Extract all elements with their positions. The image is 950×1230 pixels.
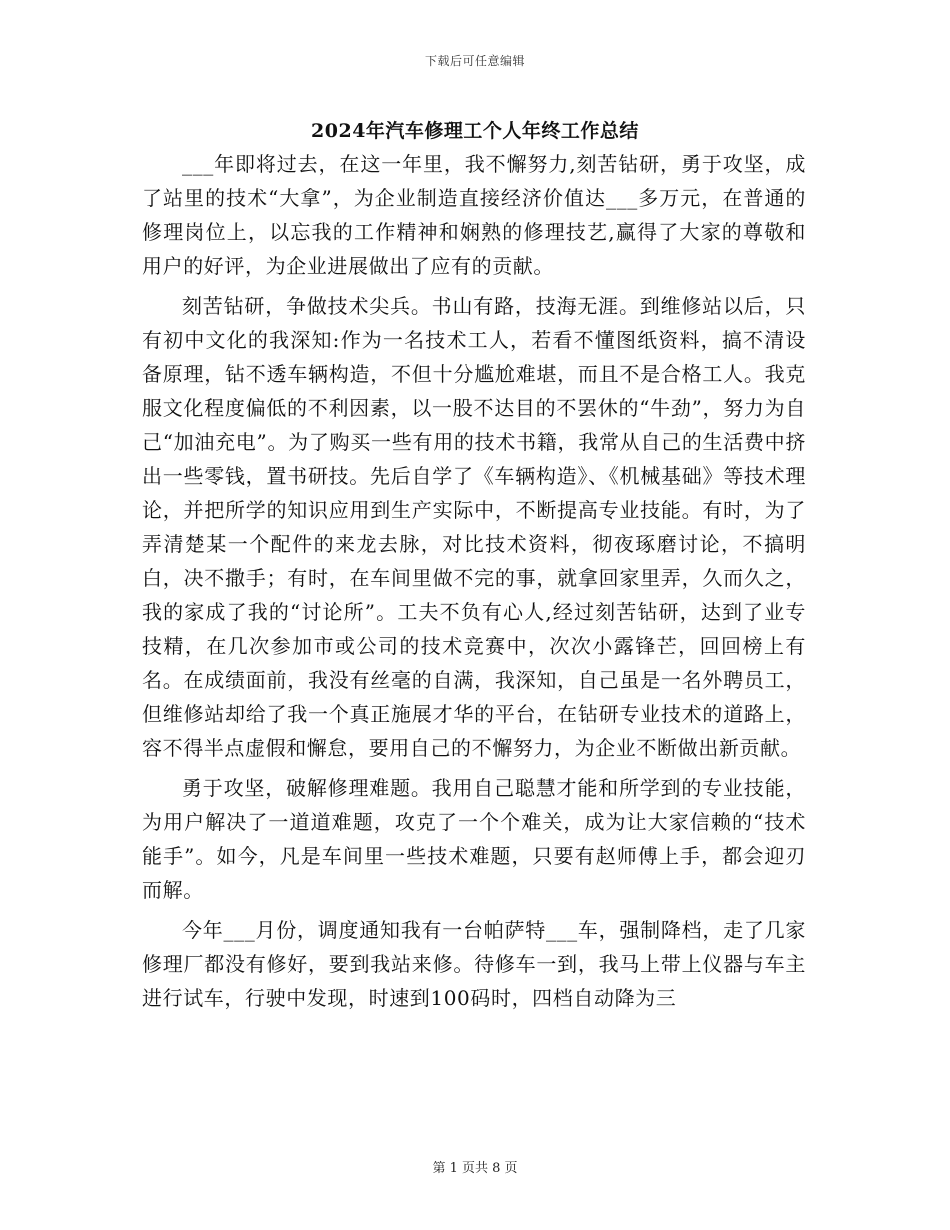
paragraph-case: 今年___月份，调度通知我有一台帕萨特___车，强制降档，走了几家修理厂都没有修好，要到我站来修。待修车一到，我马上带上仪器与车主进行试车，行驶中发现，时速到100码时，四档自动降为三 xyxy=(142,918,806,1010)
document-title: 2024年汽车修理工个人年终工作总结 xyxy=(311,120,639,142)
paragraph-problem-solving: 勇于攻坚，破解修理难题。我用自己聪慧才能和所学到的专业技能，为用户解决了一道道难题，攻克了一个个难关，成为让大家信赖的“技术能手”。如今，凡是车间里一些技术难题，只要有赵师傅上手，都会迎刃而解。 xyxy=(142,776,806,902)
page-header: 下载后可任意编辑 xyxy=(424,54,525,68)
document-body xyxy=(142,147,806,1015)
paragraph-intro: ___年即将过去，在这一年里，我不懈努力,刻苦钻研，勇于攻坚，成了站里的技术“大拿”，为企业制造直接经济价值达___多万元，在普通的修理岗位上，以忘我的工作精神和娴熟的修理技艺,赢得了大家的尊敬和用户的好评，为企业进展做出了应有的贡献。 xyxy=(142,152,806,278)
page-footer: 第 1 页共 8 页 xyxy=(432,1161,518,1176)
paragraph-study: 刻苦钻研，争做技术尖兵。书山有路，技海无涯。到维修站以后，只有初中文化的我深知:作为一名技术工人，若看不懂图纸资料，搞不清设备原理，钻不透车辆构造，不但十分尴尬难堪，而且不是合格工人。我克服文化程度偏低的不利因素，以一股不达目的不罢休的“牛劲”，努力为自己“加油充电”。为了购买一些有用的技术书籍，我常从自己的生活费中挤出一些零钱，置书研技。先后自学了《车辆构造》、《机械基础》等技术理论，并把所学的知识应用到生产实际中，不断提高专业技能。有时，为了弄清楚某一个配件的来龙去脉，对比技术资料，彻夜琢磨讨论，不搞明白，决不撒手；有时，在车间里做不完的事，就拿回家里弄，久而久之，我的家成了我的“讨论所”。工夫不负有心人,经过刻苦钻研，达到了业专技精，在几次参加市或公司的技术竞赛中，次次小露锋芒，回回榜上有名。在成绩面前，我没有丝毫的自满，我深知，自己虽是一名外聘员工，但维修站却给了我一个真正施展才华的平台，在钻研专业技术的道路上，容不得半点虚假和懈怠，要用自己的不懈努力，为企业不断做出新贡献。 xyxy=(142,294,806,760)
